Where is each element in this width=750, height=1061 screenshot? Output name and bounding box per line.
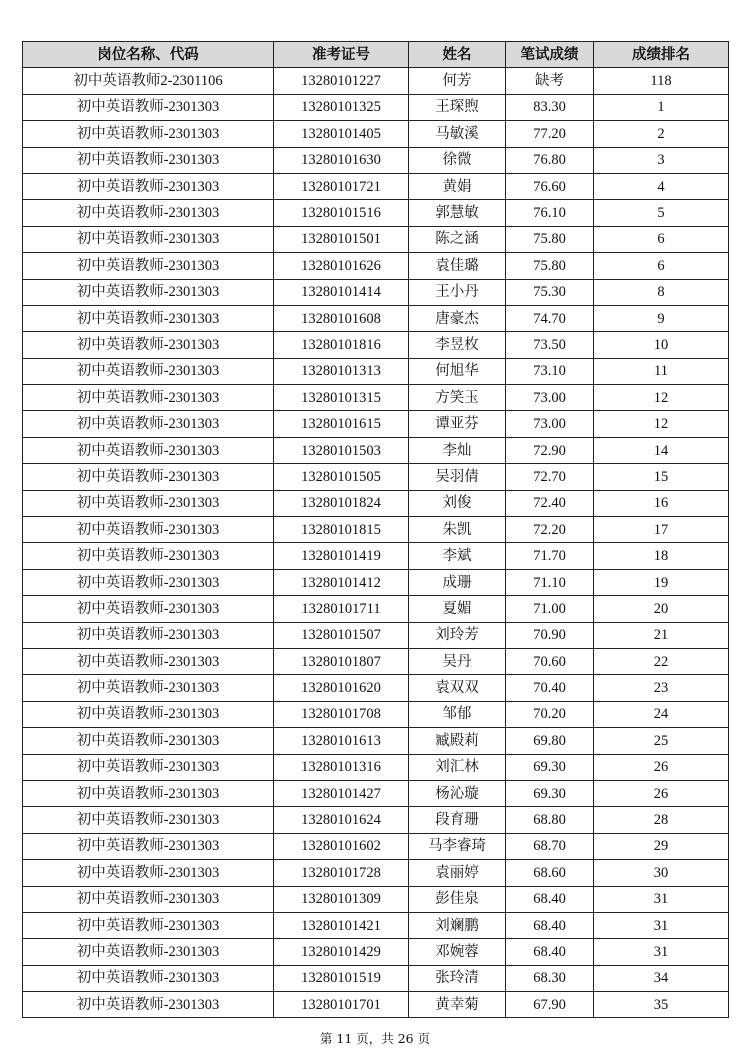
cell-rank: 22 bbox=[594, 648, 729, 674]
cell-ticket-number: 13280101429 bbox=[274, 939, 409, 965]
table-row bbox=[23, 780, 729, 806]
cell-written-score: 72.40 bbox=[506, 490, 594, 516]
cell-position: 初中英语教师-2301303 bbox=[23, 464, 274, 490]
table-row bbox=[23, 517, 729, 543]
cell-position: 初中英语教师-2301303 bbox=[23, 358, 274, 384]
table-row bbox=[23, 253, 729, 279]
cell-ticket-number: 13280101419 bbox=[274, 543, 409, 569]
table-row bbox=[23, 886, 729, 912]
cell-position: 初中英语教师-2301303 bbox=[23, 147, 274, 173]
table-body bbox=[23, 68, 729, 1018]
table-row bbox=[23, 596, 729, 622]
cell-rank: 3 bbox=[594, 147, 729, 173]
table-row bbox=[23, 464, 729, 490]
cell-rank: 26 bbox=[594, 780, 729, 806]
cell-rank: 16 bbox=[594, 490, 729, 516]
table-row bbox=[23, 279, 729, 305]
cell-name: 陈之涵 bbox=[409, 226, 506, 252]
cell-ticket-number: 13280101701 bbox=[274, 992, 409, 1018]
cell-rank: 30 bbox=[594, 860, 729, 886]
cell-ticket-number: 13280101816 bbox=[274, 332, 409, 358]
cell-rank: 12 bbox=[594, 385, 729, 411]
cell-name: 邓婉蓉 bbox=[409, 939, 506, 965]
cell-written-score: 68.60 bbox=[506, 860, 594, 886]
cell-name: 成珊 bbox=[409, 569, 506, 595]
cell-written-score: 75.80 bbox=[506, 253, 594, 279]
table-row bbox=[23, 411, 729, 437]
cell-ticket-number: 13280101313 bbox=[274, 358, 409, 384]
cell-rank: 31 bbox=[594, 886, 729, 912]
header-name: 姓名 bbox=[409, 42, 506, 68]
table-row bbox=[23, 965, 729, 991]
cell-name: 何旭华 bbox=[409, 358, 506, 384]
cell-ticket-number: 13280101412 bbox=[274, 569, 409, 595]
cell-position: 初中英语教师-2301303 bbox=[23, 517, 274, 543]
cell-position: 初中英语教师-2301303 bbox=[23, 173, 274, 199]
cell-position: 初中英语教师-2301303 bbox=[23, 121, 274, 147]
cell-ticket-number: 13280101516 bbox=[274, 200, 409, 226]
cell-position: 初中英语教师-2301303 bbox=[23, 94, 274, 120]
cell-name: 刘玲芳 bbox=[409, 622, 506, 648]
cell-position: 初中英语教师-2301303 bbox=[23, 332, 274, 358]
cell-name: 刘斓鹏 bbox=[409, 912, 506, 938]
cell-name: 谭亚芬 bbox=[409, 411, 506, 437]
cell-rank: 6 bbox=[594, 253, 729, 279]
table-row bbox=[23, 543, 729, 569]
cell-rank: 20 bbox=[594, 596, 729, 622]
cell-name: 朱凯 bbox=[409, 517, 506, 543]
cell-name: 王小丹 bbox=[409, 279, 506, 305]
cell-ticket-number: 13280101708 bbox=[274, 701, 409, 727]
cell-rank: 18 bbox=[594, 543, 729, 569]
table-row bbox=[23, 648, 729, 674]
cell-position: 初中英语教师-2301303 bbox=[23, 965, 274, 991]
cell-name: 彭佳泉 bbox=[409, 886, 506, 912]
cell-ticket-number: 13280101620 bbox=[274, 675, 409, 701]
cell-written-score: 76.60 bbox=[506, 173, 594, 199]
cell-name: 吴羽倩 bbox=[409, 464, 506, 490]
cell-position: 初中英语教师-2301303 bbox=[23, 490, 274, 516]
table-row bbox=[23, 728, 729, 754]
cell-position: 初中英语教师-2301303 bbox=[23, 622, 274, 648]
cell-rank: 19 bbox=[594, 569, 729, 595]
table-row bbox=[23, 94, 729, 120]
cell-name: 马李睿琦 bbox=[409, 833, 506, 859]
cell-written-score: 69.80 bbox=[506, 728, 594, 754]
cell-position: 初中英语教师2-2301106 bbox=[23, 68, 274, 94]
cell-ticket-number: 13280101613 bbox=[274, 728, 409, 754]
table-row bbox=[23, 173, 729, 199]
header-written-score: 笔试成绩 bbox=[506, 42, 594, 68]
table-row bbox=[23, 833, 729, 859]
cell-position: 初中英语教师-2301303 bbox=[23, 807, 274, 833]
page-footer: 第 11 页，共 26 页 bbox=[319, 1031, 431, 1046]
cell-written-score: 68.40 bbox=[506, 886, 594, 912]
cell-ticket-number: 13280101421 bbox=[274, 912, 409, 938]
cell-rank: 12 bbox=[594, 411, 729, 437]
cell-ticket-number: 13280101519 bbox=[274, 965, 409, 991]
cell-written-score: 77.20 bbox=[506, 121, 594, 147]
cell-position: 初中英语教师-2301303 bbox=[23, 992, 274, 1018]
cell-name: 夏媚 bbox=[409, 596, 506, 622]
cell-rank: 17 bbox=[594, 517, 729, 543]
cell-written-score: 73.00 bbox=[506, 385, 594, 411]
table-row bbox=[23, 860, 729, 886]
cell-rank: 1 bbox=[594, 94, 729, 120]
cell-position: 初中英语教师-2301303 bbox=[23, 596, 274, 622]
cell-ticket-number: 13280101721 bbox=[274, 173, 409, 199]
cell-position: 初中英语教师-2301303 bbox=[23, 780, 274, 806]
cell-written-score: 72.70 bbox=[506, 464, 594, 490]
cell-written-score: 75.30 bbox=[506, 279, 594, 305]
header-rank: 成绩排名 bbox=[594, 42, 729, 68]
cell-rank: 26 bbox=[594, 754, 729, 780]
cell-written-score: 73.50 bbox=[506, 332, 594, 358]
table-row bbox=[23, 622, 729, 648]
cell-written-score: 69.30 bbox=[506, 754, 594, 780]
cell-ticket-number: 13280101807 bbox=[274, 648, 409, 674]
cell-ticket-number: 13280101608 bbox=[274, 305, 409, 331]
cell-written-score: 68.70 bbox=[506, 833, 594, 859]
cell-written-score: 75.80 bbox=[506, 226, 594, 252]
cell-position: 初中英语教师-2301303 bbox=[23, 886, 274, 912]
cell-rank: 10 bbox=[594, 332, 729, 358]
cell-name: 李灿 bbox=[409, 437, 506, 463]
cell-name: 李斌 bbox=[409, 543, 506, 569]
cell-rank: 6 bbox=[594, 226, 729, 252]
cell-position: 初中英语教师-2301303 bbox=[23, 675, 274, 701]
cell-rank: 5 bbox=[594, 200, 729, 226]
cell-name: 袁双双 bbox=[409, 675, 506, 701]
cell-written-score: 71.00 bbox=[506, 596, 594, 622]
cell-rank: 118 bbox=[594, 68, 729, 94]
cell-rank: 31 bbox=[594, 912, 729, 938]
cell-ticket-number: 13280101325 bbox=[274, 94, 409, 120]
cell-name: 袁佳璐 bbox=[409, 253, 506, 279]
cell-ticket-number: 13280101507 bbox=[274, 622, 409, 648]
cell-rank: 9 bbox=[594, 305, 729, 331]
cell-ticket-number: 13280101824 bbox=[274, 490, 409, 516]
table-row bbox=[23, 939, 729, 965]
cell-written-score: 74.70 bbox=[506, 305, 594, 331]
cell-written-score: 67.90 bbox=[506, 992, 594, 1018]
cell-rank: 34 bbox=[594, 965, 729, 991]
cell-name: 吴丹 bbox=[409, 648, 506, 674]
cell-position: 初中英语教师-2301303 bbox=[23, 411, 274, 437]
cell-ticket-number: 13280101501 bbox=[274, 226, 409, 252]
table-row bbox=[23, 912, 729, 938]
cell-written-score: 68.80 bbox=[506, 807, 594, 833]
cell-rank: 15 bbox=[594, 464, 729, 490]
cell-position: 初中英语教师-2301303 bbox=[23, 728, 274, 754]
table-row bbox=[23, 675, 729, 701]
cell-rank: 8 bbox=[594, 279, 729, 305]
cell-name: 徐微 bbox=[409, 147, 506, 173]
cell-written-score: 76.80 bbox=[506, 147, 594, 173]
cell-name: 杨沁璇 bbox=[409, 780, 506, 806]
cell-name: 郭慧敏 bbox=[409, 200, 506, 226]
score-table bbox=[22, 41, 729, 1018]
table-row bbox=[23, 305, 729, 331]
cell-ticket-number: 13280101815 bbox=[274, 517, 409, 543]
cell-ticket-number: 13280101711 bbox=[274, 596, 409, 622]
cell-position: 初中英语教师-2301303 bbox=[23, 385, 274, 411]
cell-written-score: 73.00 bbox=[506, 411, 594, 437]
table-row bbox=[23, 992, 729, 1018]
cell-ticket-number: 13280101505 bbox=[274, 464, 409, 490]
cell-position: 初中英语教师-2301303 bbox=[23, 543, 274, 569]
cell-rank: 31 bbox=[594, 939, 729, 965]
cell-ticket-number: 13280101602 bbox=[274, 833, 409, 859]
cell-name: 袁丽婷 bbox=[409, 860, 506, 886]
cell-position: 初中英语教师-2301303 bbox=[23, 701, 274, 727]
cell-written-score: 68.40 bbox=[506, 912, 594, 938]
cell-ticket-number: 13280101503 bbox=[274, 437, 409, 463]
cell-written-score: 72.90 bbox=[506, 437, 594, 463]
table-row bbox=[23, 121, 729, 147]
cell-name: 王琛煦 bbox=[409, 94, 506, 120]
cell-position: 初中英语教师-2301303 bbox=[23, 437, 274, 463]
cell-rank: 28 bbox=[594, 807, 729, 833]
cell-name: 段育珊 bbox=[409, 807, 506, 833]
table-row bbox=[23, 68, 729, 94]
cell-rank: 2 bbox=[594, 121, 729, 147]
table-row bbox=[23, 385, 729, 411]
cell-ticket-number: 13280101626 bbox=[274, 253, 409, 279]
cell-ticket-number: 13280101624 bbox=[274, 807, 409, 833]
cell-written-score: 71.10 bbox=[506, 569, 594, 595]
cell-written-score: 70.90 bbox=[506, 622, 594, 648]
table-header-row bbox=[23, 42, 729, 68]
table-row bbox=[23, 332, 729, 358]
cell-ticket-number: 13280101316 bbox=[274, 754, 409, 780]
table-row bbox=[23, 147, 729, 173]
cell-name: 方笑玉 bbox=[409, 385, 506, 411]
cell-written-score: 68.30 bbox=[506, 965, 594, 991]
cell-position: 初中英语教师-2301303 bbox=[23, 279, 274, 305]
table-row bbox=[23, 490, 729, 516]
header-ticket-number: 准考证号 bbox=[274, 42, 409, 68]
cell-ticket-number: 13280101728 bbox=[274, 860, 409, 886]
cell-name: 邹郁 bbox=[409, 701, 506, 727]
cell-written-score: 69.30 bbox=[506, 780, 594, 806]
cell-position: 初中英语教师-2301303 bbox=[23, 226, 274, 252]
table-row bbox=[23, 807, 729, 833]
table-row bbox=[23, 754, 729, 780]
table-row bbox=[23, 358, 729, 384]
cell-rank: 25 bbox=[594, 728, 729, 754]
cell-name: 马敏溪 bbox=[409, 121, 506, 147]
cell-name: 刘俊 bbox=[409, 490, 506, 516]
cell-ticket-number: 13280101227 bbox=[274, 68, 409, 94]
cell-rank: 11 bbox=[594, 358, 729, 384]
cell-rank: 23 bbox=[594, 675, 729, 701]
cell-position: 初中英语教师-2301303 bbox=[23, 939, 274, 965]
table-row bbox=[23, 437, 729, 463]
cell-position: 初中英语教师-2301303 bbox=[23, 754, 274, 780]
cell-name: 刘汇林 bbox=[409, 754, 506, 780]
cell-ticket-number: 13280101630 bbox=[274, 147, 409, 173]
cell-position: 初中英语教师-2301303 bbox=[23, 860, 274, 886]
cell-written-score: 76.10 bbox=[506, 200, 594, 226]
cell-name: 张玲清 bbox=[409, 965, 506, 991]
cell-rank: 29 bbox=[594, 833, 729, 859]
table-row bbox=[23, 701, 729, 727]
cell-written-score: 72.20 bbox=[506, 517, 594, 543]
cell-rank: 21 bbox=[594, 622, 729, 648]
table-row bbox=[23, 200, 729, 226]
cell-written-score: 73.10 bbox=[506, 358, 594, 384]
cell-written-score: 70.60 bbox=[506, 648, 594, 674]
cell-position: 初中英语教师-2301303 bbox=[23, 833, 274, 859]
cell-rank: 35 bbox=[594, 992, 729, 1018]
cell-rank: 4 bbox=[594, 173, 729, 199]
cell-name: 臧殿莉 bbox=[409, 728, 506, 754]
cell-name: 李昱枚 bbox=[409, 332, 506, 358]
cell-ticket-number: 13280101615 bbox=[274, 411, 409, 437]
cell-ticket-number: 13280101427 bbox=[274, 780, 409, 806]
table-row bbox=[23, 569, 729, 595]
cell-rank: 24 bbox=[594, 701, 729, 727]
cell-position: 初中英语教师-2301303 bbox=[23, 200, 274, 226]
cell-written-score: 缺考 bbox=[506, 68, 594, 94]
cell-position: 初中英语教师-2301303 bbox=[23, 569, 274, 595]
cell-name: 唐豪杰 bbox=[409, 305, 506, 331]
cell-position: 初中英语教师-2301303 bbox=[23, 912, 274, 938]
cell-name: 黄幸菊 bbox=[409, 992, 506, 1018]
cell-rank: 14 bbox=[594, 437, 729, 463]
cell-name: 黄娟 bbox=[409, 173, 506, 199]
cell-written-score: 70.40 bbox=[506, 675, 594, 701]
cell-ticket-number: 13280101414 bbox=[274, 279, 409, 305]
cell-written-score: 70.20 bbox=[506, 701, 594, 727]
cell-ticket-number: 13280101315 bbox=[274, 385, 409, 411]
header-position: 岗位名称、代码 bbox=[23, 42, 274, 68]
cell-written-score: 83.30 bbox=[506, 94, 594, 120]
cell-position: 初中英语教师-2301303 bbox=[23, 253, 274, 279]
table-row bbox=[23, 226, 729, 252]
cell-written-score: 68.40 bbox=[506, 939, 594, 965]
cell-ticket-number: 13280101405 bbox=[274, 121, 409, 147]
cell-name: 何芳 bbox=[409, 68, 506, 94]
cell-written-score: 71.70 bbox=[506, 543, 594, 569]
cell-position: 初中英语教师-2301303 bbox=[23, 648, 274, 674]
cell-ticket-number: 13280101309 bbox=[274, 886, 409, 912]
cell-position: 初中英语教师-2301303 bbox=[23, 305, 274, 331]
